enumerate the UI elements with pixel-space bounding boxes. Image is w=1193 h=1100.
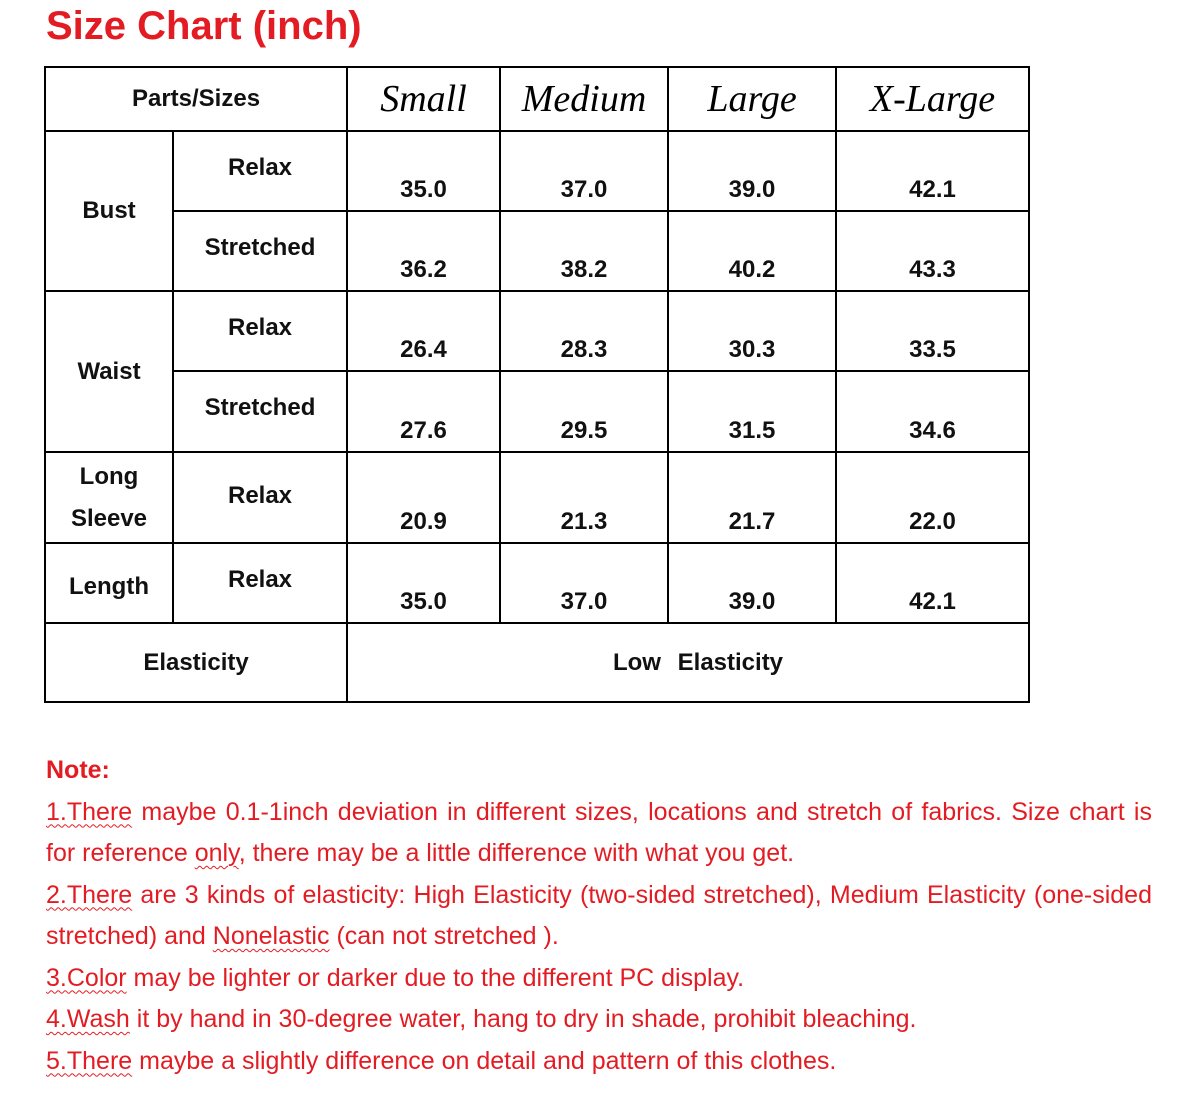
table-row xyxy=(45,131,1029,211)
size-chart-table xyxy=(44,66,1030,703)
header-size-small: Small xyxy=(347,67,500,131)
note-item xyxy=(46,875,1152,958)
table-row xyxy=(45,371,1029,452)
value-cell: 39.0 xyxy=(668,131,836,211)
header-size-large: Large xyxy=(668,67,836,131)
value-cell: 38.2 xyxy=(500,211,668,291)
value-cell: 27.6 xyxy=(347,371,500,452)
note-keyword: There xyxy=(66,797,133,826)
value-cell: 36.2 xyxy=(347,211,500,291)
note-number: 5. xyxy=(46,1046,67,1075)
note-item xyxy=(46,792,1152,875)
note-text: may be lighter or darker due to the different PC display. xyxy=(126,963,745,992)
elasticity-value: Low Elasticity xyxy=(347,623,1029,702)
table-header-row xyxy=(45,67,1029,131)
value-cell: 34.6 xyxy=(836,371,1029,452)
note-keyword: only xyxy=(194,839,239,867)
page-title: Size Chart (inch) xyxy=(46,4,362,48)
measure-type: Relax xyxy=(173,291,347,371)
value-cell: 22.0 xyxy=(836,452,1029,543)
header-size-medium: Medium xyxy=(500,67,668,131)
note-number: 4. xyxy=(46,1005,67,1033)
note-item xyxy=(46,999,1152,1041)
note-keyword: There xyxy=(66,880,133,909)
part-long-sleeve-line2: Sleeve xyxy=(70,504,148,532)
note-number: 2. xyxy=(46,880,67,909)
measure-type: Relax xyxy=(173,131,347,211)
elasticity-label: Elasticity xyxy=(45,623,347,702)
value-cell: 40.2 xyxy=(668,211,836,291)
value-cell: 26.4 xyxy=(347,291,500,371)
table-row xyxy=(45,211,1029,291)
part-long-sleeve-line1: Long xyxy=(79,462,139,490)
value-cell: 37.0 xyxy=(500,131,668,211)
value-cell: 30.3 xyxy=(668,291,836,371)
value-cell: 20.9 xyxy=(347,452,500,543)
note-text: are 3 kinds of elasticity: High Elasticity (two-sided stretched), Medium Elasticity (one-sided stretched) and xyxy=(46,880,1152,950)
note-keyword: Color xyxy=(66,963,127,992)
value-cell: 29.5 xyxy=(500,371,668,452)
value-cell: 33.5 xyxy=(836,291,1029,371)
note-number: 1. xyxy=(46,797,67,826)
value-cell: 35.0 xyxy=(347,131,500,211)
value-cell: 21.7 xyxy=(668,452,836,543)
value-cell: 39.0 xyxy=(668,543,836,623)
measure-type: Stretched xyxy=(173,211,347,291)
value-cell: 35.0 xyxy=(347,543,500,623)
note-text-tail: , there may be a little difference with what you get. xyxy=(238,839,795,867)
note-item xyxy=(46,1041,1152,1083)
note-item xyxy=(46,958,1152,1000)
measure-type: Relax xyxy=(173,543,347,623)
value-cell: 21.3 xyxy=(500,452,668,543)
table-row xyxy=(45,291,1029,371)
table-row xyxy=(45,543,1029,623)
part-waist: Waist xyxy=(45,291,173,452)
note-text: it by hand in 30-degree water, hang to dry in shade, prohibit bleaching. xyxy=(129,1005,917,1033)
table-row xyxy=(45,452,1029,543)
notes-title: Note: xyxy=(46,756,110,784)
part-length: Length xyxy=(45,543,173,623)
value-cell: 43.3 xyxy=(836,211,1029,291)
part-long-sleeve xyxy=(45,452,173,543)
part-bust: Bust xyxy=(45,131,173,291)
notes-section xyxy=(46,750,1152,1082)
measure-type: Relax xyxy=(173,452,347,543)
elasticity-row xyxy=(45,623,1029,702)
value-cell: 37.0 xyxy=(500,543,668,623)
note-text-tail: (can not stretched ). xyxy=(329,922,559,950)
note-text: maybe 0.1-1inch deviation in different sizes, locations and stretch of fabrics. Size chart is for reference xyxy=(46,797,1152,867)
header-parts-sizes: Parts/Sizes xyxy=(45,67,347,131)
note-number: 3. xyxy=(46,963,67,992)
value-cell: 28.3 xyxy=(500,291,668,371)
value-cell: 42.1 xyxy=(836,543,1029,623)
note-keyword: There xyxy=(66,1046,133,1075)
measure-type: Stretched xyxy=(173,371,347,452)
note-text: maybe a slightly difference on detail and pattern of this clothes. xyxy=(132,1046,837,1075)
note-keyword: Wash xyxy=(66,1005,130,1033)
value-cell: 42.1 xyxy=(836,131,1029,211)
value-cell: 31.5 xyxy=(668,371,836,452)
note-keyword: Nonelastic xyxy=(212,922,330,950)
header-size-xlarge: X-Large xyxy=(836,67,1029,131)
